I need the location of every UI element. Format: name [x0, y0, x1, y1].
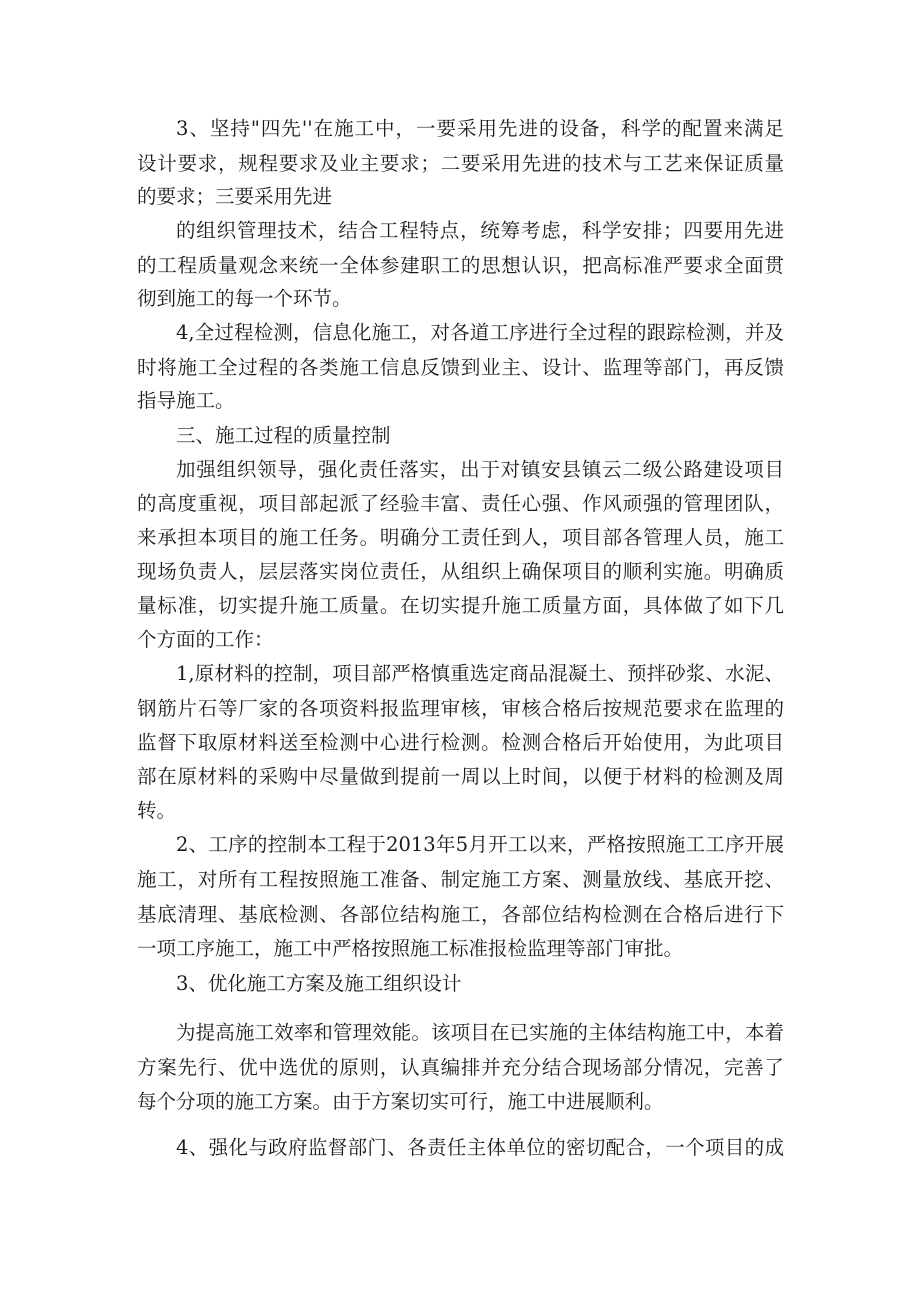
text-line: 部在原材料的采购中尽量做到提前一周以上时间，以便于材料的检测及周 — [137, 765, 784, 788]
text-line: 施工，对所有工程按照施工准备、制定施工方案、测量放线、基底开挖、 — [137, 868, 784, 891]
text-line: 2、工序的控制本工程于2013年5月开工以来，严格按照施工工序开展 — [176, 833, 784, 856]
text-line: 转。 — [137, 799, 177, 822]
text-line: 个方面的工作： — [137, 628, 274, 651]
text-line: 来承担本项目的施工任务。明确分工责任到人，项目部各管理人员，施工 — [137, 526, 784, 549]
text-line: 1,原材料的控制，项目部严格慎重选定商品混凝土、预拌砂浆、水泥、 — [176, 662, 784, 685]
text-line: 时将施工全过程的各类施工信息反馈到业主、设计、监理等部门，再反馈 — [137, 356, 784, 379]
text-line: 的要求；三要采用先进 — [137, 185, 333, 208]
text-line: 钢筋片石等厂家的各项资料报监理审核，审核合格后按规范要求在监理的 — [137, 697, 784, 720]
text-line: 监督下取原材料送至检测中心进行检测。检测合格后开始使用，为此项目 — [137, 731, 784, 754]
text-line: 一项工序施工，施工中严格按照施工标准报检监理等部门审批。 — [137, 937, 684, 960]
text-line: 彻到施工的每一个环节。 — [137, 287, 352, 310]
text-line: 指导施工。 — [137, 389, 235, 412]
text-line: 4,全过程检测，信息化施工，对各道工序进行全过程的跟踪检测，并及 — [176, 321, 784, 344]
text-line: 的高度重视，项目部起派了经验丰富、责任心强、作风顽强的管理团队， — [137, 492, 784, 515]
text-line: 为提高施工效率和管理效能。该项目在已实施的主体结构施工中，本着 — [176, 1021, 784, 1044]
text-line: 的工程质量观念来统一全体参建职工的思想认识，把高标准严要求全面贯 — [137, 254, 784, 277]
text-line: 的组织管理技术，结合工程特点，统筹考虑，科学安排；四要用先进 — [176, 219, 784, 242]
text-line: 每个分项的施工方案。由于方案切实可行，施工中进展顺利。 — [137, 1090, 664, 1113]
subsection-title: 3、优化施工方案及施工组织设计 — [176, 972, 462, 995]
text-line: 基底清理、基底检测、各部位结构施工，各部位结构检测在合格后进行下 — [137, 903, 784, 926]
text-line: 4、强化与政府监督部门、各责任主体单位的密切配合，一个项目的成 — [176, 1136, 784, 1159]
text-line: 方案先行、优中选优的原则，认真编排并充分结合现场部分情况，完善了 — [137, 1056, 784, 1079]
text-line: 现场负责人，层层落实岗位责任，从组织上确保项目的顺利实施。明确质 — [137, 560, 784, 583]
text-line: 设计要求，规程要求及业主要求；二要采用先进的技术与工艺来保证质量 — [137, 152, 784, 175]
text-line: 3、坚持"四先''在施工中，一要采用先进的设备，科学的配置来满足 — [176, 117, 784, 140]
section-title: 三、施工过程的质量控制 — [176, 424, 391, 447]
text-line: 量标准，切实提升施工质量。在切实提升施工质量方面，具体做了如下几 — [137, 594, 784, 617]
text-line: 加强组织领导，强化责任落实，出于对镇安县镇云二级公路建设项目 — [176, 458, 784, 481]
